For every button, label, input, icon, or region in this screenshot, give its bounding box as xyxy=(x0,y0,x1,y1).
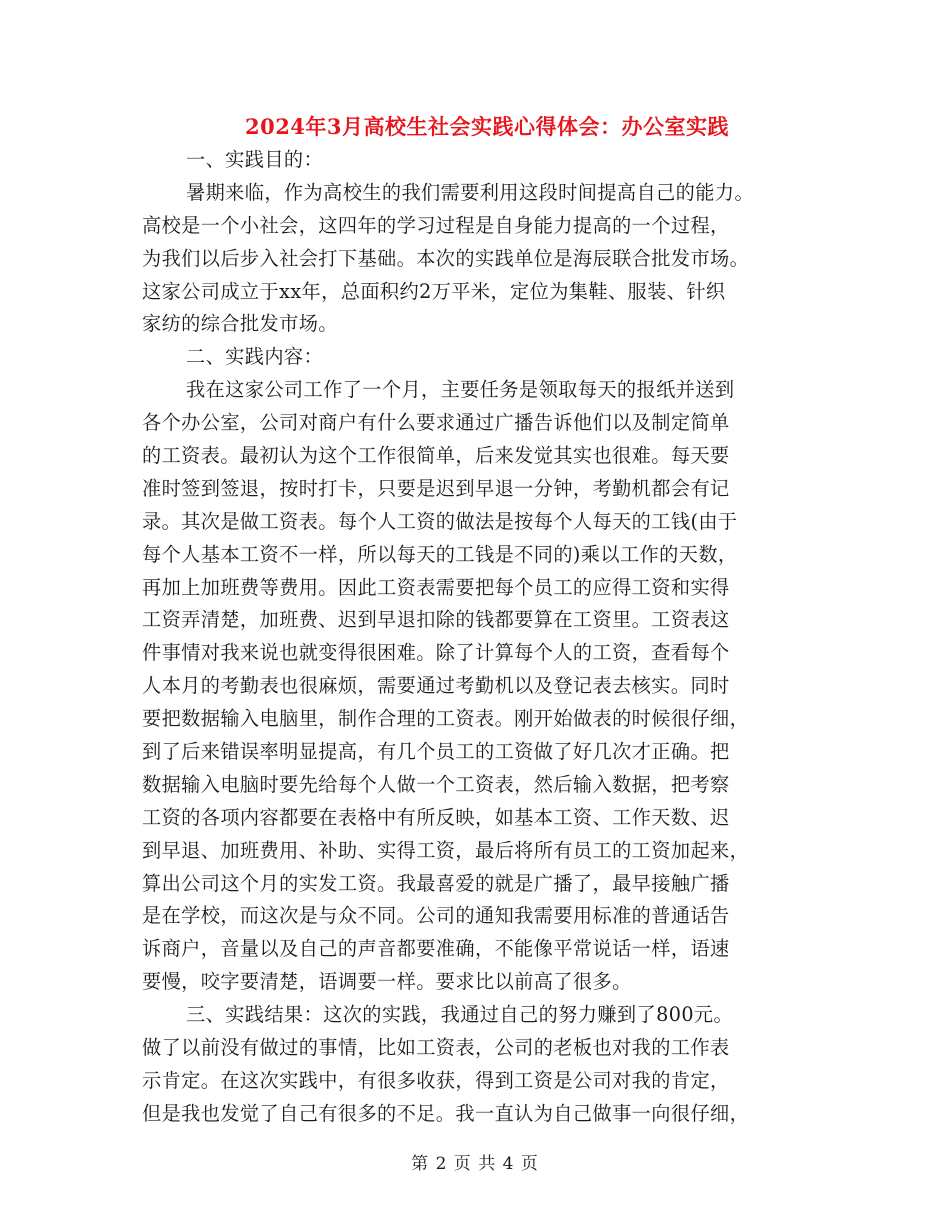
text-line: 是在学校，而这次是与众不同。公司的通知我需要用标准的普通话告 xyxy=(142,904,730,928)
document-title: 2024年3月高校生社会实践心得体会：办公室实践 xyxy=(244,114,730,139)
text-line: 件事情对我来说也就变得很困难。除了计算每个人的工资，查看每个 xyxy=(142,641,730,665)
text-line: 的工资表。最初认为这个工作很简单，后来发觉其实也很难。每天要 xyxy=(142,444,730,468)
text-line: 各个办公室，公司对商户有什么要求通过广播告诉他们以及制定简单 xyxy=(142,411,730,435)
text-line: 算出公司这个月的实发工资。我最喜爱的就是广播了，最早接触广播 xyxy=(142,871,730,895)
text-line: 一、实践目的： xyxy=(186,148,324,171)
text-line: 做了以前没有做过的事情，比如工资表，公司的老板也对我的工作表 xyxy=(142,1036,730,1060)
text-line: 要把数据输入电脑里，制作合理的工资表。刚开始做表的时候很仔细， xyxy=(142,707,750,731)
text-line: 家纺的综合批发市场。 xyxy=(142,312,338,336)
text-line: 人本月的考勤表也很麻烦，需要通过考勤机以及登记表去核实。同时 xyxy=(142,674,730,698)
text-line: 示肯定。在这次实践中，有很多收获，得到工资是公司对我的肯定， xyxy=(142,1068,730,1092)
text-line: 要慢，咬字要清楚，语调要一样。要求比以前高了很多。 xyxy=(142,970,632,994)
text-line: 数据输入电脑时要先给每个人做一个工资表，然后输入数据，把考察 xyxy=(142,772,730,796)
text-line: 我在这家公司工作了一个月，主要任务是领取每天的报纸并送到 xyxy=(186,378,735,402)
text-line: 工资弄清楚，加班费、迟到早退扣除的钱都要算在工资里。工资表这 xyxy=(142,608,730,632)
text-line: 准时签到签退，按时打卡，只要是迟到早退一分钟，考勤机都会有记 xyxy=(142,476,730,500)
text-line: 诉商户，音量以及自己的声音都要准确，不能像平常说话一样，语速 xyxy=(142,937,730,961)
text-line: 但是我也发觉了自己有很多的不足。我一直认为自己做事一向很仔细， xyxy=(142,1101,750,1125)
text-line: 再加上加班费等费用。因此工资表需要把每个员工的应得工资和实得 xyxy=(142,575,730,599)
page-footer: 第 2 页 共 4 页 xyxy=(411,1154,539,1174)
text-line: 三、实践结果：这次的实践，我通过自己的努力赚到了800元。 xyxy=(186,1003,734,1027)
text-line: 高校是一个小社会，这四年的学习过程是自身能力提高的一个过程， xyxy=(142,213,730,237)
text-line: 到了后来错误率明显提高，有几个员工的工资做了好几次才正确。把 xyxy=(142,740,730,764)
text-line: 录。其次是做工资表。每个人工资的做法是按每个人每天的工钱(由于 xyxy=(142,509,738,533)
text-line: 暑期来临，作为高校生的我们需要利用这段时间提高自己的能力。 xyxy=(186,180,755,204)
text-line: 工资的各项内容都要在表格中有所反映，如基本工资、工作天数、迟 xyxy=(142,805,730,829)
document-body xyxy=(142,144,818,1131)
text-line: 到早退、加班费用、补助、实得工资，最后将所有员工的工资加起来， xyxy=(142,838,750,862)
text-line: 为我们以后步入社会打下基础。本次的实践单位是海辰联合批发市场。 xyxy=(142,246,750,270)
text-line: 这家公司成立于xx年，总面积约2万平米，定位为集鞋、服装、针织 xyxy=(142,279,726,303)
text-line: 二、实践内容： xyxy=(186,345,324,369)
text-line: 每个人基本工资不一样，所以每天的工钱是不同的)乘以工作的天数， xyxy=(142,542,738,566)
